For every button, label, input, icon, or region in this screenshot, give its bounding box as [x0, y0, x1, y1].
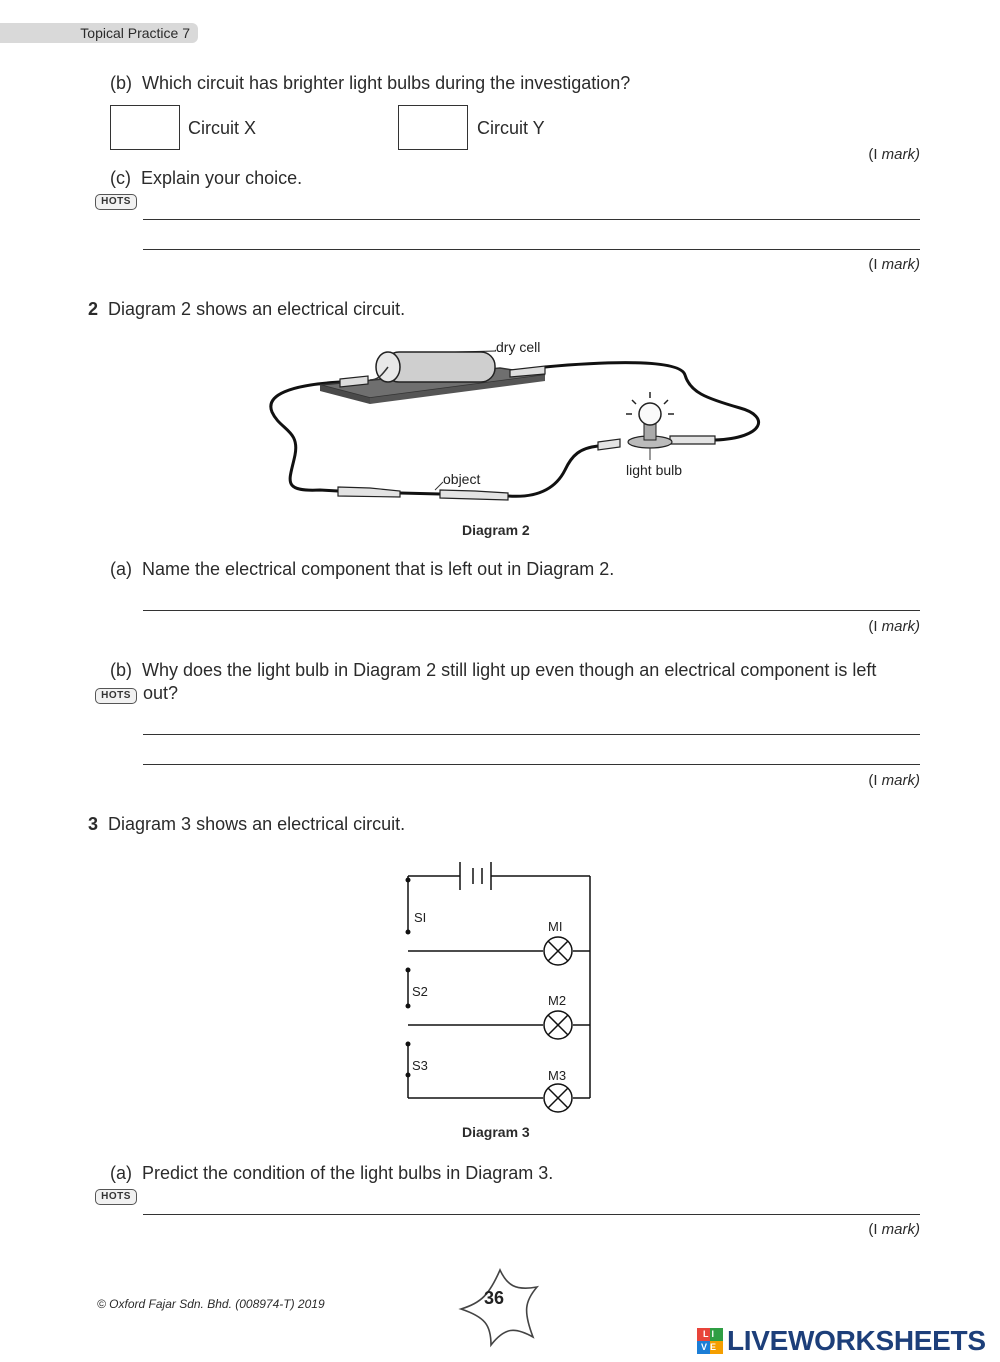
q1b-text: Which circuit has brighter light bulbs during the investigation?	[142, 73, 631, 93]
circuit-y-label: Circuit Y	[477, 118, 545, 138]
dry-cell-label: dry cell	[496, 339, 541, 355]
q3a-mark	[868, 1221, 920, 1238]
switch-s3-label: S3	[412, 1058, 428, 1073]
q3a-text: Predict the condition of the light bulbs in Diagram 3.	[142, 1163, 554, 1183]
q2-number: 2	[88, 299, 99, 319]
answer-line[interactable]	[143, 764, 920, 765]
hots-badge: HOTS	[95, 688, 137, 704]
brand-badge-top: LI	[703, 1329, 717, 1339]
page-number: 36	[484, 1288, 505, 1308]
q3-text: Diagram 3 shows an electrical circuit.	[108, 814, 406, 834]
mark-word: mark)	[881, 772, 920, 789]
mark-number: (I	[868, 772, 878, 789]
topical-practice-tab: Topical Practice 7	[0, 23, 198, 43]
switch-s1-label: SI	[414, 910, 427, 925]
q2-question	[88, 298, 405, 320]
q2b-mark	[868, 772, 920, 789]
q1c-label: (c)	[110, 168, 131, 188]
mark-number: (I	[868, 146, 878, 163]
mark-word: mark)	[881, 618, 920, 635]
diagram-3	[400, 850, 600, 1115]
liveworksheets-brand[interactable]: LIVEWORKSHEETS	[727, 1325, 986, 1356]
q1b-label: (b)	[110, 73, 132, 93]
q1c-mark	[868, 256, 920, 273]
answer-line[interactable]	[143, 610, 920, 611]
hots-badge: HOTS	[95, 1189, 137, 1205]
q1c-text: Explain your choice.	[141, 168, 303, 188]
q3a-question	[110, 1162, 553, 1184]
q2a-mark	[868, 618, 920, 635]
mark-number: (I	[868, 1221, 878, 1238]
object-label: object	[443, 471, 481, 487]
q3a-label: (a)	[110, 1163, 132, 1183]
q2a-question	[110, 558, 614, 580]
circuit-y-checkbox[interactable]	[398, 105, 468, 150]
diagram-3-caption: Diagram 3	[462, 1124, 530, 1140]
q2a-label: (a)	[110, 559, 132, 579]
answer-line[interactable]	[143, 249, 920, 250]
diagram-2	[260, 330, 770, 520]
brand-badge-bottom: VE	[700, 1342, 719, 1352]
switch-s2-label: S2	[412, 984, 428, 999]
mark-word: mark)	[881, 256, 920, 273]
answer-line[interactable]	[143, 734, 920, 735]
mark-number: (I	[868, 618, 878, 635]
mark-number: (I	[868, 256, 878, 273]
answer-line[interactable]	[143, 1214, 920, 1215]
circuit-x-checkbox[interactable]	[110, 105, 180, 150]
bulb-m3-label: M3	[548, 1068, 567, 1083]
mark-word: mark)	[881, 1221, 920, 1238]
answer-line[interactable]	[143, 219, 920, 220]
q3-number: 3	[88, 814, 99, 834]
q1b-mark	[868, 146, 920, 163]
hots-badge: HOTS	[95, 194, 137, 210]
q2-text: Diagram 2 shows an electrical circuit.	[108, 299, 406, 319]
circuit-x-label: Circuit X	[188, 118, 257, 138]
mark-word: mark)	[881, 146, 920, 163]
q1c-question	[110, 167, 302, 189]
q2b-text-line2: out?	[143, 683, 179, 703]
q1b-question	[110, 72, 630, 94]
diagram-2-caption: Diagram 2	[462, 522, 530, 538]
q2b-text-line1: Why does the light bulb in Diagram 2 still light up even though an electrical component is left	[142, 660, 877, 680]
q2b-question	[110, 659, 876, 681]
bulb-m1-label: MI	[548, 919, 563, 934]
copyright-text: © Oxford Fajar Sdn. Bhd. (008974-T) 2019	[97, 1297, 325, 1311]
q3-question	[88, 813, 405, 835]
q2b-label: (b)	[110, 660, 132, 680]
liveworksheets-logo-icon	[697, 1328, 723, 1354]
bulb-m2-label: M2	[548, 993, 567, 1008]
q2a-text: Name the electrical component that is left out in Diagram 2.	[142, 559, 615, 579]
light-bulb-label: light bulb	[626, 462, 683, 478]
